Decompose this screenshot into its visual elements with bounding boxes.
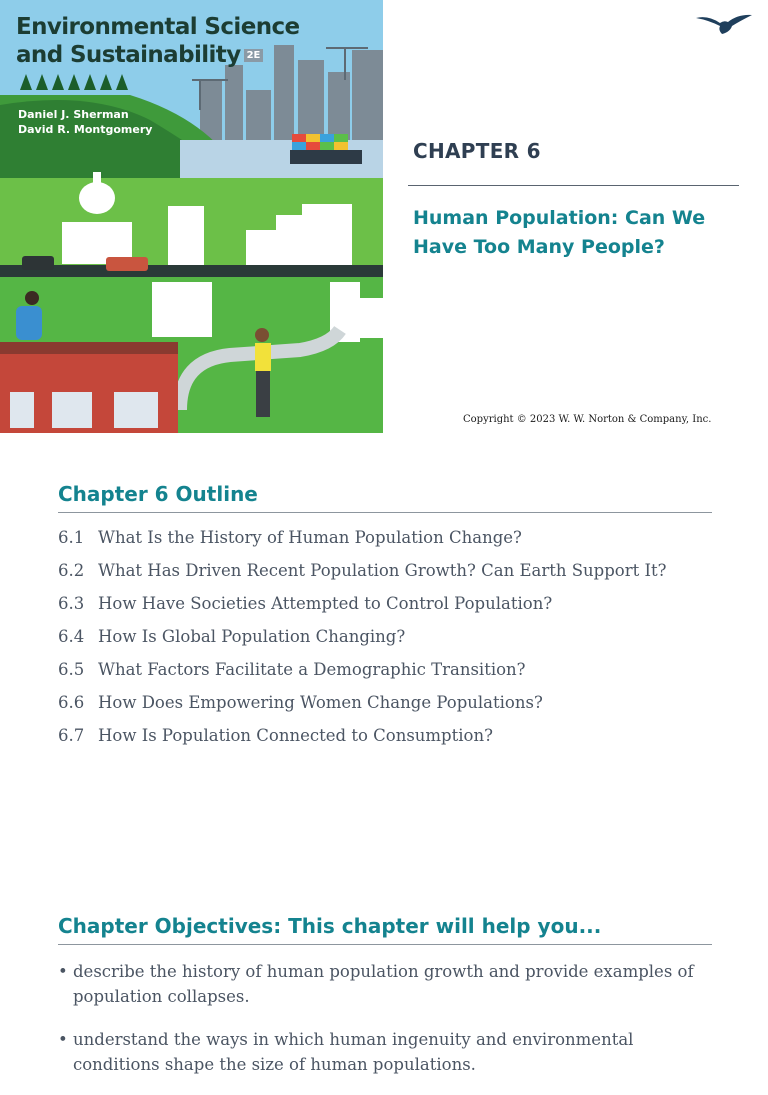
outline-item-text: What Factors Facilitate a Demographic Transition? bbox=[98, 660, 526, 679]
author-2: David R. Montgomery bbox=[18, 123, 153, 136]
outline-list bbox=[58, 521, 712, 752]
cover-title-line2 bbox=[16, 41, 300, 69]
outline-item bbox=[58, 653, 712, 686]
outline-divider bbox=[58, 512, 712, 513]
copyright-notice: Copyright © 2023 W. W. Norton & Company, Inc. bbox=[463, 414, 712, 425]
bullet-icon: • bbox=[58, 1030, 68, 1049]
cover-title-line1: Environmental Science bbox=[16, 14, 300, 40]
objectives-section bbox=[58, 914, 712, 1095]
outline-item-number: 6.1 bbox=[58, 528, 85, 547]
outline-item-number: 6.7 bbox=[58, 726, 85, 745]
cover-title-line2-text: and Sustainability bbox=[16, 42, 241, 68]
outline-item bbox=[58, 521, 712, 554]
outline-heading: Chapter 6 Outline bbox=[58, 482, 258, 506]
title-slide bbox=[0, 0, 768, 434]
outline-item-text: How Have Societies Attempted to Control Population? bbox=[98, 594, 553, 613]
outline-item bbox=[58, 587, 712, 620]
bullet-icon: • bbox=[58, 962, 68, 981]
objectives-divider bbox=[58, 944, 712, 945]
edition-badge: 2E bbox=[244, 49, 264, 62]
objectives-list bbox=[58, 959, 712, 1077]
cover-title bbox=[16, 13, 300, 69]
outline-item bbox=[58, 719, 712, 752]
objectives-heading: Chapter Objectives: This chapter will help you... bbox=[58, 914, 602, 938]
outline-item-number: 6.4 bbox=[58, 627, 85, 646]
objective-text: understand the ways in which human ingenuity and environmental conditions shape the size of human populations. bbox=[73, 1030, 634, 1074]
outline-item-number: 6.3 bbox=[58, 594, 85, 613]
outline-item-number: 6.6 bbox=[58, 693, 85, 712]
chapter-label: CHAPTER 6 bbox=[413, 139, 541, 163]
outline-item bbox=[58, 620, 712, 653]
cover-authors bbox=[18, 107, 152, 137]
objective-item bbox=[58, 1027, 712, 1077]
outline-item-number: 6.5 bbox=[58, 660, 85, 679]
outline-item-text: How Does Empowering Women Change Populations? bbox=[98, 693, 543, 712]
bird-icon bbox=[694, 12, 754, 36]
outline-section bbox=[58, 482, 712, 752]
author-1: Daniel J. Sherman bbox=[18, 108, 129, 121]
book-cover-illustration bbox=[0, 0, 383, 433]
chapter-title: Human Population: Can We Have Too Many People? bbox=[413, 207, 706, 258]
outline-item-text: What Has Driven Recent Population Growth? Can Earth Support It? bbox=[98, 561, 667, 580]
outline-item-number: 6.2 bbox=[58, 561, 85, 580]
outline-item-text: What Is the History of Human Population Change? bbox=[98, 528, 522, 547]
outline-item-text: How Is Global Population Changing? bbox=[98, 627, 406, 646]
outline-item-text: How Is Population Connected to Consumption? bbox=[98, 726, 493, 745]
objective-item bbox=[58, 959, 712, 1009]
outline-item bbox=[58, 686, 712, 719]
chapter-divider bbox=[408, 185, 739, 186]
objective-text: describe the history of human population growth and provide examples of population collapses. bbox=[73, 962, 694, 1006]
outline-item bbox=[58, 554, 712, 587]
